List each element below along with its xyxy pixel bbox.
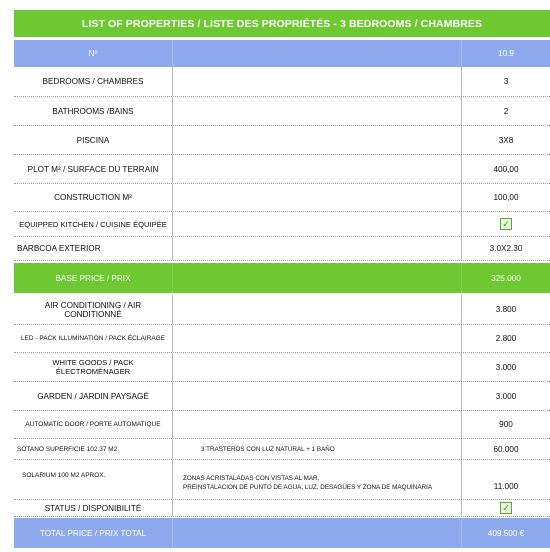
row-value: 10.9: [498, 49, 514, 58]
row-value: 325.000: [491, 273, 521, 283]
row-note: [172, 460, 462, 499]
row-value: 2: [503, 106, 509, 116]
row-note: [172, 67, 462, 96]
row-value: [462, 500, 550, 516]
table-header: [14, 10, 550, 37]
row-label: TOTAL PRICE / PRIX TOTAL: [39, 528, 147, 538]
row-note: [172, 411, 462, 438]
row-value: 3: [503, 77, 509, 86]
row-note: [172, 155, 462, 183]
row-led: [14, 325, 550, 353]
row-note: [172, 212, 462, 236]
checkbox-checked-icon: ✓: [500, 502, 512, 514]
row-note: [172, 97, 462, 125]
row-air-conditioning: [14, 295, 550, 325]
row-value: 2.800: [495, 334, 517, 343]
row-value: 3.000: [495, 391, 517, 401]
row-label: SOLARIUM 100 M2 APROX.: [22, 472, 106, 479]
row-note: [172, 500, 462, 516]
row-label: STATUS / DISPONIBILITÉ: [44, 503, 142, 513]
row-note: [172, 263, 462, 293]
row-value: [462, 212, 550, 236]
row-label: EQUIPPED KITCHEN / CUISINE ÉQUIPÉE: [19, 219, 167, 229]
row-base-price: [14, 263, 550, 293]
row-automatic-door: [14, 411, 550, 439]
row-label: Nº: [88, 49, 98, 58]
row-note-line: PREINSTALACION DE PUNTO DE AGUA, LUZ, DESAGÜES Y ZONA DE MAQUINARIA: [183, 484, 433, 491]
row-kitchen: [14, 212, 550, 237]
row-note: [172, 184, 462, 211]
row-sotano: [14, 439, 550, 460]
row-value: 900: [499, 420, 513, 429]
row-value: 60.000: [493, 444, 519, 454]
row-total-price: [14, 518, 550, 548]
row-bedrooms: [14, 67, 550, 97]
row-label: CONSTRUCTION M²: [54, 193, 132, 202]
row-note: [172, 325, 462, 352]
row-note: [172, 382, 462, 410]
row-label: BARBCOA EXTERIOR: [17, 244, 101, 253]
row-value: 100,00: [493, 193, 519, 202]
row-label: BASE PRICE / PRIX: [55, 273, 131, 283]
row-note: [172, 237, 462, 260]
row-note: 3 TRASTEROS CON LUZ NATURAL + 1 BAÑO: [172, 439, 462, 459]
row-label: LED - PACK ILLUMINATION / PACK ÉCLAIRAGE: [20, 335, 166, 342]
row-piscina: [14, 126, 550, 155]
row-value: 409.500 €: [487, 528, 525, 538]
row-value: 3.800: [495, 305, 517, 314]
row-construction: [14, 184, 550, 212]
row-value: 3.000: [495, 362, 517, 372]
row-note: [172, 295, 462, 324]
row-garden: [14, 382, 550, 411]
row-note: [172, 353, 462, 381]
row-note: [172, 126, 462, 154]
row-solarium: [14, 460, 550, 500]
row-label: PLOT M² / SURFACE DU TERRAIN: [27, 164, 159, 174]
row-barbecue: [14, 237, 550, 261]
row-note: [172, 40, 462, 67]
row-status: [14, 500, 550, 517]
row-label: PISCINA: [76, 135, 110, 145]
row-label: SOTANO SUPERFICIE 102.37 M2: [17, 445, 118, 453]
row-white-goods: [14, 353, 550, 382]
row-label: AUTOMATIC DOOR / PORTE AUTOMATIQUE: [25, 421, 161, 428]
row-note-line: ZONAS ACRISTALADAS CON VISTAS AL MAR,: [183, 475, 320, 482]
row-label: AIR CONDITIONING / AIR CONDITIONNÉ: [44, 300, 142, 319]
row-plot: [14, 155, 550, 184]
row-note: [172, 518, 462, 548]
row-label: BEDROOMS / CHAMBRES: [42, 77, 144, 86]
checkbox-checked-icon: ✓: [500, 218, 512, 230]
row-number: [14, 40, 550, 67]
row-value: 11.000: [493, 482, 519, 491]
row-value: 3.0X2.30: [489, 244, 523, 253]
row-value: 400,00: [493, 164, 519, 174]
row-label: GARDEN / JARDIN PAYSAGÉ: [37, 391, 149, 401]
table-title: LIST OF PROPERTIES / LISTE DES PROPRIÉTÉS - 3 BEDROOMS / CHAMBRES: [81, 17, 483, 30]
row-value: 3X8: [498, 135, 514, 145]
row-bathrooms: [14, 97, 550, 126]
row-label: WHITE GOODS / PACK ÉLECTROMÉNAGER: [52, 358, 134, 376]
row-label: BATHROOMS /BAINS: [52, 106, 134, 116]
